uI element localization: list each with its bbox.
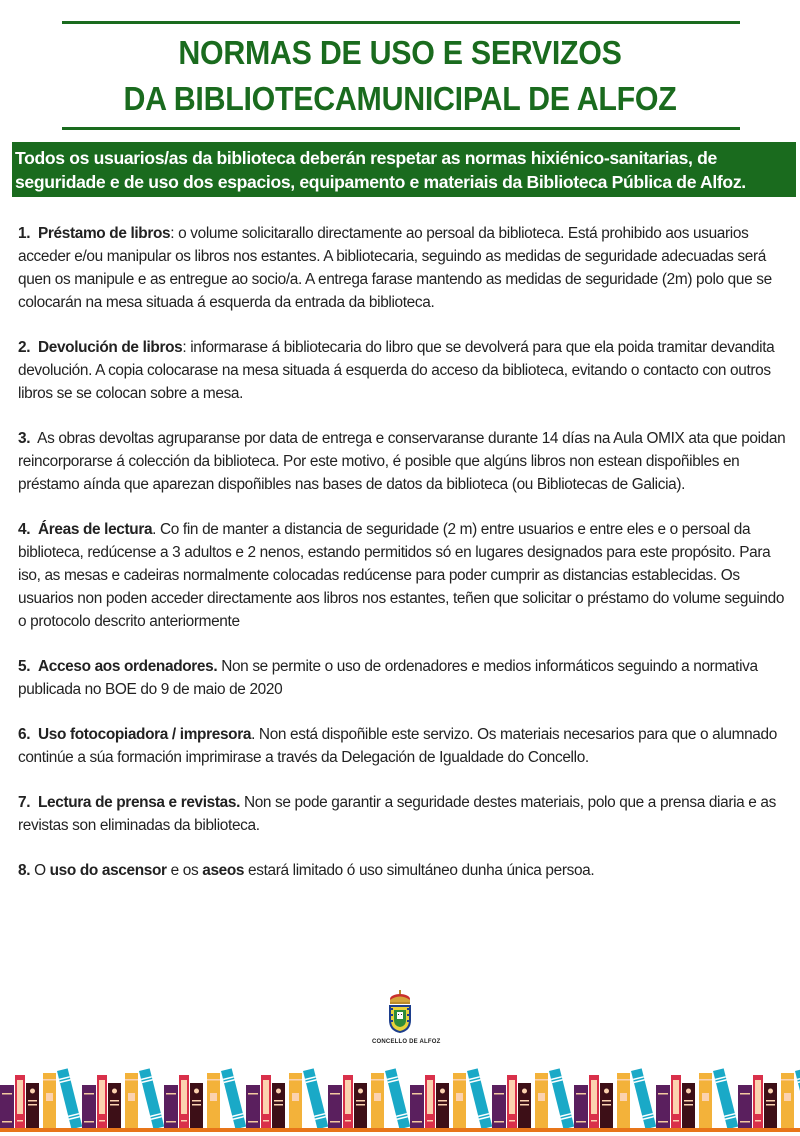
- book-stripe: [43, 1079, 56, 1081]
- book-stripe: [274, 1100, 283, 1102]
- rule-heading-punct: .: [152, 521, 157, 538]
- rule-heading: Uso fotocopiadora / impresora: [38, 726, 252, 743]
- book-dot: [440, 1089, 445, 1094]
- book-label: [128, 1093, 135, 1101]
- book-label: [427, 1080, 433, 1114]
- book-stripe: [591, 1120, 597, 1122]
- rule-text: O: [30, 862, 50, 879]
- rule-heading: Acceso aos ordenadores.: [38, 658, 218, 675]
- book-stripe: [17, 1120, 23, 1122]
- intro-banner: [12, 142, 796, 197]
- rule-number: 8.: [18, 862, 31, 879]
- book-group: [410, 1068, 492, 1129]
- book-stripe: [412, 1093, 422, 1095]
- book-stripe: [248, 1093, 258, 1095]
- book-stripe: [453, 1079, 466, 1081]
- book-dot: [276, 1089, 281, 1094]
- book-group: [164, 1068, 246, 1129]
- rule-text: e os: [166, 862, 203, 879]
- book-stripe: [427, 1120, 433, 1122]
- book-dot: [522, 1089, 527, 1094]
- book-label: [210, 1093, 217, 1101]
- rule-text: Co fin de manter a distancia de seguridade (2 m) entre usuarios e entre eles e o persoal da biblioteca, redúcense a 3 adultos e 2 nenos, estando permitidos só en lugares designados para este propósito. Para iso, as mesas e cadeiras normalmente colocadas redúcense para poder cumprir as distancias establecidas. Os usuarios non poden acceder directamente aos libros nos estantes, teñen que solicitar o préstamo do volume seguindo o protocolo descrito anteriormente: [18, 521, 785, 630]
- title-line-2: DA BIBLIOTECAMUNICIPAL DE ALFOZ: [123, 80, 677, 117]
- title-line-1: NORMAS DE USO E SERVIZOS: [178, 34, 622, 71]
- book-stripe: [658, 1093, 668, 1095]
- rule-text: As obras devoltas agruparanse por data de entrega e conservaranse durante 14 días na Aula OMIX ata que poidan reincorporarse á colección da biblioteca. Por este motivo, é posible que algúns libros non estean dispoñibles en préstamo aínda que aparezan dispoñibles nas bases de datos da biblioteca (ou Bibliotecas de Galicia).: [18, 430, 786, 493]
- book-stripe: [617, 1079, 630, 1081]
- book-label: [263, 1080, 269, 1114]
- book-label: [755, 1080, 761, 1114]
- book-stripe: [166, 1121, 176, 1123]
- book-label: [456, 1093, 463, 1101]
- book-stripe: [207, 1079, 220, 1081]
- rule-item-3: [18, 427, 788, 496]
- book-teal: [139, 1068, 164, 1129]
- rule-text: estará limitado ó uso simultáneo dunha única persoa.: [244, 862, 595, 879]
- book-group: [656, 1068, 738, 1129]
- book-stripe: [125, 1079, 138, 1081]
- book-label: [538, 1093, 545, 1101]
- book-teal: [385, 1068, 410, 1129]
- book-stripe: [330, 1121, 340, 1123]
- rule-number: 5.: [18, 658, 31, 675]
- book-stripe: [356, 1100, 365, 1102]
- book-stripe: [781, 1079, 794, 1081]
- book-stripe: [2, 1093, 12, 1095]
- book-label: [374, 1093, 381, 1101]
- book-dot: [686, 1089, 691, 1094]
- book-label: [17, 1080, 23, 1114]
- book-group: [574, 1068, 656, 1129]
- book-stripe: [289, 1079, 302, 1081]
- book-stripe: [520, 1104, 529, 1106]
- book-stripe: [181, 1120, 187, 1122]
- book-stripe: [84, 1093, 94, 1095]
- book-stripe: [740, 1121, 750, 1123]
- rule-item-8: [18, 859, 788, 882]
- page-title: [32, 30, 768, 122]
- book-dot: [768, 1089, 773, 1094]
- book-stripe: [263, 1120, 269, 1122]
- book-stripe: [699, 1079, 712, 1081]
- books-illustration: [0, 1053, 800, 1131]
- book-label: [99, 1080, 105, 1114]
- rule-number: 2.: [18, 339, 31, 356]
- book-stripe: [766, 1104, 775, 1106]
- book-stripe: [684, 1100, 693, 1102]
- book-stripe: [345, 1120, 351, 1122]
- book-label: [620, 1093, 627, 1101]
- book-stripe: [658, 1121, 668, 1123]
- book-teal: [467, 1068, 492, 1129]
- book-dot: [604, 1089, 609, 1094]
- rule-heading: Lectura de prensa e revistas.: [38, 794, 241, 811]
- rule-heading: Devolución de libros: [38, 339, 183, 356]
- rule-heading-punct: .: [251, 726, 255, 743]
- rule-text: informarase á bibliotecaria do libro que se devolverá para que ela poida tramitar devandita devolución. A copia colocarase na mesa situada á esquerda do acceso da biblioteca, evitando o contacto con outros libros se se colocan sobre a mesa.: [18, 339, 775, 402]
- book-stripe: [110, 1100, 119, 1102]
- rule-text: Non se permite o uso de ordenadores e medios informáticos seguindo a normativa publicada no BOE do 9 de maio de 2020: [18, 658, 758, 698]
- book-label: [292, 1093, 299, 1101]
- rule-item-4: [18, 518, 788, 633]
- book-stripe: [766, 1100, 775, 1102]
- book-label: [784, 1093, 791, 1101]
- rule-text: Non se pode garantir a seguridade destes materiais, polo que a prensa diaria e as revistas son eliminadas da biblioteca.: [18, 794, 776, 834]
- book-stripe: [494, 1121, 504, 1123]
- shelf-line: [0, 1128, 800, 1132]
- rule-number: 7.: [18, 794, 31, 811]
- bookshelf-border: [0, 1053, 800, 1131]
- book-stripe: [99, 1120, 105, 1122]
- rule-heading: uso do ascensor: [49, 862, 167, 879]
- rule-heading-punct: :: [170, 225, 175, 242]
- rule-heading-punct: :: [182, 339, 187, 356]
- book-label: [46, 1093, 53, 1101]
- book-stripe: [248, 1121, 258, 1123]
- banner-line-1: Todos os usuarios/as da biblioteca deberán respetar as normas hixiénico-sanitarias, de: [15, 148, 717, 168]
- rule-heading: aseos: [202, 862, 245, 879]
- book-teal-body: [795, 1068, 800, 1129]
- book-stripe: [84, 1121, 94, 1123]
- book-stripe: [535, 1079, 548, 1081]
- book-label: [591, 1080, 597, 1114]
- bottom-divider: [62, 127, 740, 130]
- rule-number: 6.: [18, 726, 31, 743]
- rules-list: [18, 222, 788, 904]
- book-label: [345, 1080, 351, 1114]
- rule-heading: Préstamo de libros: [38, 225, 171, 242]
- banner-line-2: seguridade e de uso dos espacios, equipamento e materiais da Biblioteca Pública de Alfoz.: [15, 172, 746, 192]
- logo-caption: CONCELLO DE ALFOZ: [372, 1039, 441, 1045]
- book-teal: [713, 1068, 738, 1129]
- book-stripe: [110, 1104, 119, 1106]
- top-divider: [62, 21, 740, 24]
- book-stripe: [438, 1104, 447, 1106]
- book-stripe: [371, 1079, 384, 1081]
- book-stripe: [684, 1104, 693, 1106]
- book-stripe: [28, 1100, 37, 1102]
- book-group: [738, 1068, 800, 1129]
- book-stripe: [166, 1093, 176, 1095]
- book-dot: [112, 1089, 117, 1094]
- book-group: [0, 1068, 82, 1129]
- book-label: [181, 1080, 187, 1114]
- book-group: [492, 1068, 574, 1129]
- book-stripe: [28, 1104, 37, 1106]
- book-dot: [30, 1089, 35, 1094]
- book-stripe: [576, 1093, 586, 1095]
- book-stripe: [192, 1100, 201, 1102]
- coat-of-arms-icon: [385, 990, 415, 1034]
- book-teal: [631, 1068, 656, 1129]
- rule-item-1: [18, 222, 788, 314]
- book-stripe: [509, 1120, 515, 1122]
- book-label: [509, 1080, 515, 1114]
- book-stripe: [673, 1120, 679, 1122]
- rule-item-2: [18, 336, 788, 405]
- book-dot: [194, 1089, 199, 1094]
- book-teal: [57, 1068, 82, 1129]
- book-stripe: [576, 1121, 586, 1123]
- rule-number: 4.: [18, 521, 31, 538]
- book-stripe: [494, 1093, 504, 1095]
- book-teal: [795, 1068, 800, 1129]
- book-stripe: [330, 1093, 340, 1095]
- rule-text: o volume solicitarallo directamente ao persoal da biblioteca. Está prohibido aos usuarios acceder e/ou manipular os libros nos estantes. A bibliotecaria, seguindo as medidas de seguridade adecuadas será quen os manipule e as entregue ao socio/a. A entrega farase mantendo as medidas de seguridade (2m) polo que se colocarán na mesa situada á esquerda da entrada da biblioteca.: [18, 225, 772, 311]
- book-group: [328, 1068, 410, 1129]
- book-stripe: [274, 1104, 283, 1106]
- book-stripe: [520, 1100, 529, 1102]
- book-stripe: [356, 1104, 365, 1106]
- concello-logo: [372, 990, 441, 1050]
- book-stripe: [602, 1104, 611, 1106]
- book-teal: [221, 1068, 246, 1129]
- rule-item-6: [18, 723, 788, 769]
- book-dot: [358, 1089, 363, 1094]
- book-teal: [303, 1068, 328, 1129]
- book-stripe: [412, 1121, 422, 1123]
- rule-text: Non está dispoñible este servizo. Os materiais necesarios para que o alumnado continúe a súa formación imprimirase a través da Delegación de Igualdade do Concello.: [18, 726, 777, 766]
- rule-heading: Áreas de lectura: [38, 521, 153, 538]
- book-stripe: [740, 1093, 750, 1095]
- book-label: [673, 1080, 679, 1114]
- book-label: [702, 1093, 709, 1101]
- book-stripe: [2, 1121, 12, 1123]
- rule-number: 1.: [18, 225, 31, 242]
- book-teal: [549, 1068, 574, 1129]
- book-stripe: [192, 1104, 201, 1106]
- book-stripe: [438, 1100, 447, 1102]
- rule-item-5: [18, 655, 788, 701]
- rule-number: 3.: [18, 430, 31, 447]
- rule-item-7: [18, 791, 788, 837]
- book-stripe: [755, 1120, 761, 1122]
- book-stripe: [602, 1100, 611, 1102]
- book-group: [246, 1068, 328, 1129]
- book-group: [82, 1068, 164, 1129]
